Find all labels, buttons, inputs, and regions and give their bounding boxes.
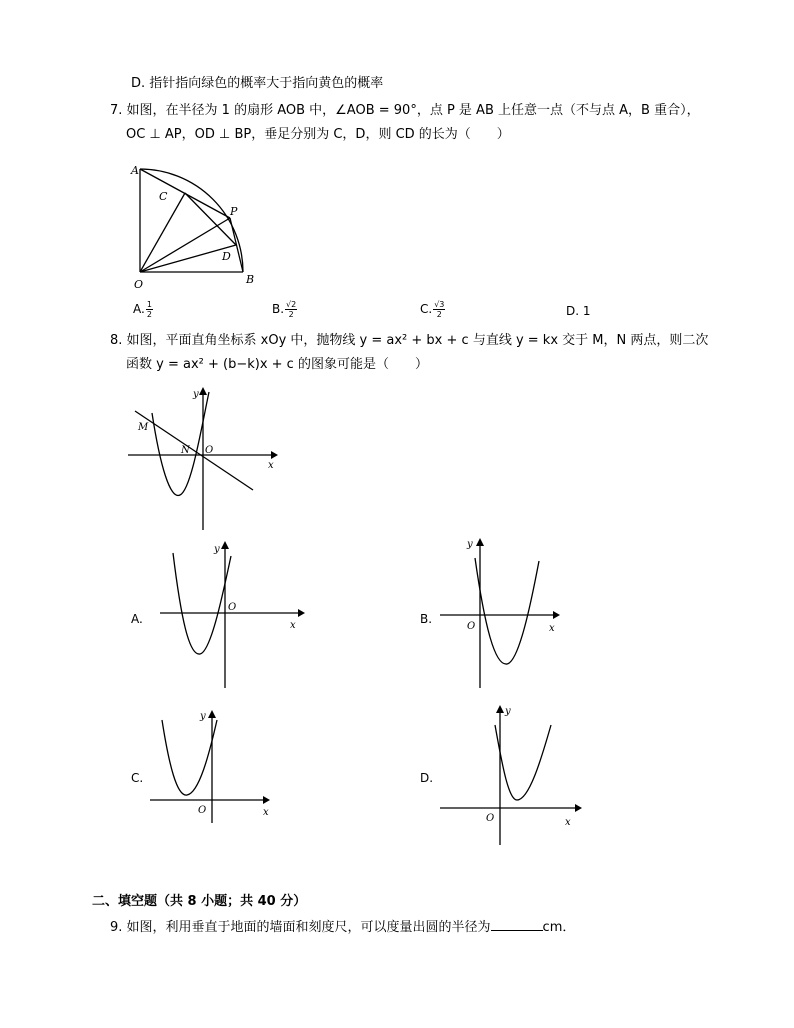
- label-b: B: [246, 273, 255, 286]
- q8-option-b-label[interactable]: B.: [420, 612, 433, 626]
- q7-figure: [125, 160, 265, 295]
- label-o: O: [134, 278, 144, 291]
- q9-text-before: 9. 如图，利用垂直于地面的墙面和刻度尺，可以度量出圆的半径为: [110, 920, 491, 935]
- q8-stem-line1: 8. 如图，平面直角坐标系 xOy 中，抛物线 y = ax² + bx + c 与直线 y = kx 交于 M，N 两点，则二次: [110, 333, 709, 348]
- label-x: x: [565, 817, 571, 828]
- line-y-kx: [135, 411, 253, 490]
- q8-option-b-graph[interactable]: [435, 533, 605, 693]
- label-n: N: [181, 445, 190, 456]
- q7-option-d[interactable]: D. 1: [566, 304, 591, 318]
- label-x: x: [263, 807, 269, 818]
- segment-oc: [140, 193, 185, 272]
- label-o: O: [228, 602, 237, 613]
- q7-stem-line2: OC ⊥ AP，OD ⊥ BP，垂足分别为 C，D，则 CD 的长为（ ）: [126, 127, 510, 142]
- q7-option-c[interactable]: C. $\frac{√3}{2}$: [420, 300, 445, 319]
- label-y: y: [193, 389, 199, 400]
- q9-answer-blank[interactable]: [491, 918, 543, 931]
- parabola: [152, 392, 209, 495]
- q6-option-d: D. 指针指向绿色的概率大于指向黄色的概率: [131, 76, 384, 91]
- parabola: [173, 553, 231, 654]
- q9-text-after: cm．: [542, 920, 576, 935]
- label-y: y: [214, 544, 220, 555]
- q9-stem: [110, 918, 575, 937]
- q8-option-c-graph[interactable]: [145, 705, 280, 825]
- q8-option-d-graph[interactable]: [435, 700, 585, 848]
- section-2-title: 二、填空题（共 8 小题；共 40 分）: [92, 894, 307, 909]
- q8-option-d-label[interactable]: D.: [420, 771, 434, 785]
- label-y: y: [505, 706, 511, 717]
- q8-option-c-label[interactable]: C.: [131, 771, 144, 785]
- label-y: y: [200, 711, 206, 722]
- label-x: x: [290, 620, 296, 631]
- label-d: D: [222, 250, 231, 263]
- parabola: [475, 558, 539, 664]
- q8-stem-line2: 函数 y = ax² + (b−k)x + c 的图象可能是（ ）: [126, 357, 428, 372]
- label-x: x: [549, 623, 555, 634]
- label-x: x: [268, 460, 274, 471]
- label-o: O: [486, 813, 495, 824]
- segment-bp: [230, 218, 243, 272]
- label-p: P: [230, 205, 238, 218]
- label-o: O: [467, 621, 476, 632]
- label-o: O: [198, 805, 207, 816]
- q7-stem-line1: 7. 如图，在半径为 1 的扇形 AOB 中，∠AOB = 90°，点 P 是 AB 上任意一点（不与点 A，B 重合），: [110, 103, 700, 118]
- parabola: [162, 720, 217, 795]
- parabola: [495, 725, 551, 800]
- label-y: y: [467, 539, 473, 550]
- q7-option-b[interactable]: B. $\frac{√2}{2}$: [272, 300, 297, 319]
- label-a: A: [131, 164, 139, 177]
- q8-option-a-label[interactable]: A.: [131, 612, 143, 626]
- label-c: C: [159, 190, 168, 203]
- label-m: M: [138, 422, 149, 433]
- label-o: O: [205, 445, 214, 456]
- q7-option-a[interactable]: A. $\frac{1}{2}$: [133, 300, 152, 319]
- q8-option-a-graph[interactable]: [145, 538, 315, 693]
- q8-main-figure: [125, 385, 285, 533]
- segment-op: [140, 218, 230, 272]
